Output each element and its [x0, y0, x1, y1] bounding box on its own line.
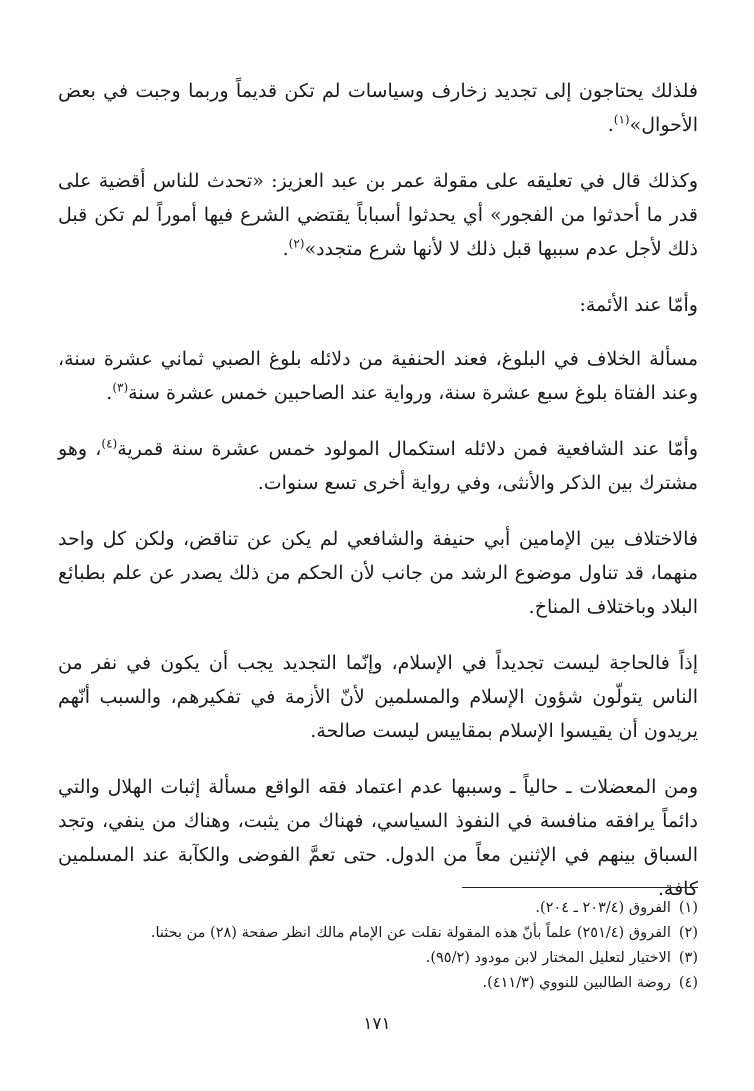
paragraph-2 [58, 164, 698, 266]
paragraph-4-tail: . [106, 382, 113, 404]
paragraph-2-text: وكذلك قال في تعليقه على مقولة عمر بن عبد العزيز: «تحدث للناس أقضية على قدر ما أحدثوا من الفجور» أي يحدثوا أسباباً يقتضي الشرع فيها أموراً لم تكن قبل ذلك لأجل عدم سببها قبل ذلك لا لأنها شرع متجدد» [58, 170, 698, 260]
paragraph-7-text: إذاً فالحاجة ليست تجديداً في الإسلام، وإنّما التجديد يجب أن يكون في نفر من الناس يتولّون شؤون الإسلام والمسلمين لأنّ الأزمة في تفكيرهم، والسبب أنّهم يريدون أن يقيسوا الإسلام بمقاييس ليست صالحة. [58, 652, 698, 742]
paragraph-5 [58, 432, 698, 500]
footnotes [58, 896, 698, 996]
footnote-text-2: الفروق (٢٥١/٤) علماً بأنّ هذه المقولة نقلت عن الإمام مالك انظر صفحة (٢٨) من بحثنا. [150, 925, 671, 941]
footnote-2 [58, 921, 698, 946]
page-number: ١٧١ [363, 1014, 391, 1034]
paragraph-5-text: وأمّا عند الشافعية فمن دلائله استكمال المولود خمس عشرة سنة قمرية [117, 438, 698, 460]
footnote-text-1: الفروق (٢٠٣/٤ ـ ٢٠٤). [535, 900, 671, 916]
footnote-text-3: الاختيار لتعليل المختار لابن مودود (٩٥/٢). [425, 950, 671, 966]
paragraph-6-text: فالاختلاف بين الإمامين أبي حنيفة والشافعي لم يكن عن تناقض، ولكن كل واحد منهما، قد تناول موضوع الرشد من جانب لأن الحكم من ذلك يصدر عن علم بطبائع البلاد وباختلاف المناخ. [58, 528, 698, 618]
paragraph-7 [58, 646, 698, 748]
footnote-number-2: (٢) [678, 925, 698, 941]
footnote-1 [58, 896, 698, 921]
paragraph-6 [58, 522, 698, 624]
footnote-number-1: (١) [678, 900, 698, 916]
paragraph-1 [58, 74, 698, 142]
paragraph-8-text: ومن المعضلات ـ حالياً ـ وسببها عدم اعتماد فقه الواقع مسألة إثبات الهلال والتي دائماً يرافقه منافسة في النفوذ السياسي، فهناك من يثبت، وهناك من ينفي، وتجد السباق بينهم في الإثنين معاً من الدول. حتى تعمَّ الفوضى والكآبة عند المسلمين كافة. [58, 776, 698, 900]
footnote-ref-3[interactable]: (٣) [112, 380, 129, 395]
footnote-text-4: روضة الطالبين للنووي (٤١١/٣). [482, 975, 671, 991]
footnote-separator [462, 887, 698, 888]
paragraph-4 [58, 342, 698, 410]
footnote-ref-1[interactable]: (١) [613, 112, 630, 127]
paragraph-5-tail: ، وهو مشترك بين الذكر والأنثى، وفي رواية أخرى تسع سنوات. [58, 438, 698, 494]
footnote-4 [58, 971, 698, 996]
footnote-3 [58, 946, 698, 971]
footnote-number-3: (٣) [678, 950, 698, 966]
paragraph-3 [58, 288, 698, 322]
paragraph-2-tail: . [282, 238, 289, 260]
paragraph-8 [58, 770, 698, 906]
footnote-number-4: (٤) [678, 975, 698, 991]
paragraph-1-text: فلذلك يحتاجون إلى تجديد زخارف وسياسات لم تكن قديماً وربما وجبت في بعض الأحوال» [58, 80, 698, 136]
paragraph-4-text: مسألة الخلاف في البلوغ، فعند الحنفية من دلائله بلوغ الصبي ثماني عشرة سنة، وعند الفتاة بلوغ سبع عشرة سنة، ورواية عند الصاحبين خمس عشرة سنة [58, 348, 698, 404]
footnote-ref-4[interactable]: (٤) [101, 436, 118, 451]
footnote-ref-2[interactable]: (٢) [288, 236, 305, 251]
paragraph-3-text: وأمّا عند الأئمة: [579, 294, 698, 316]
paragraph-1-tail: . [607, 114, 614, 136]
